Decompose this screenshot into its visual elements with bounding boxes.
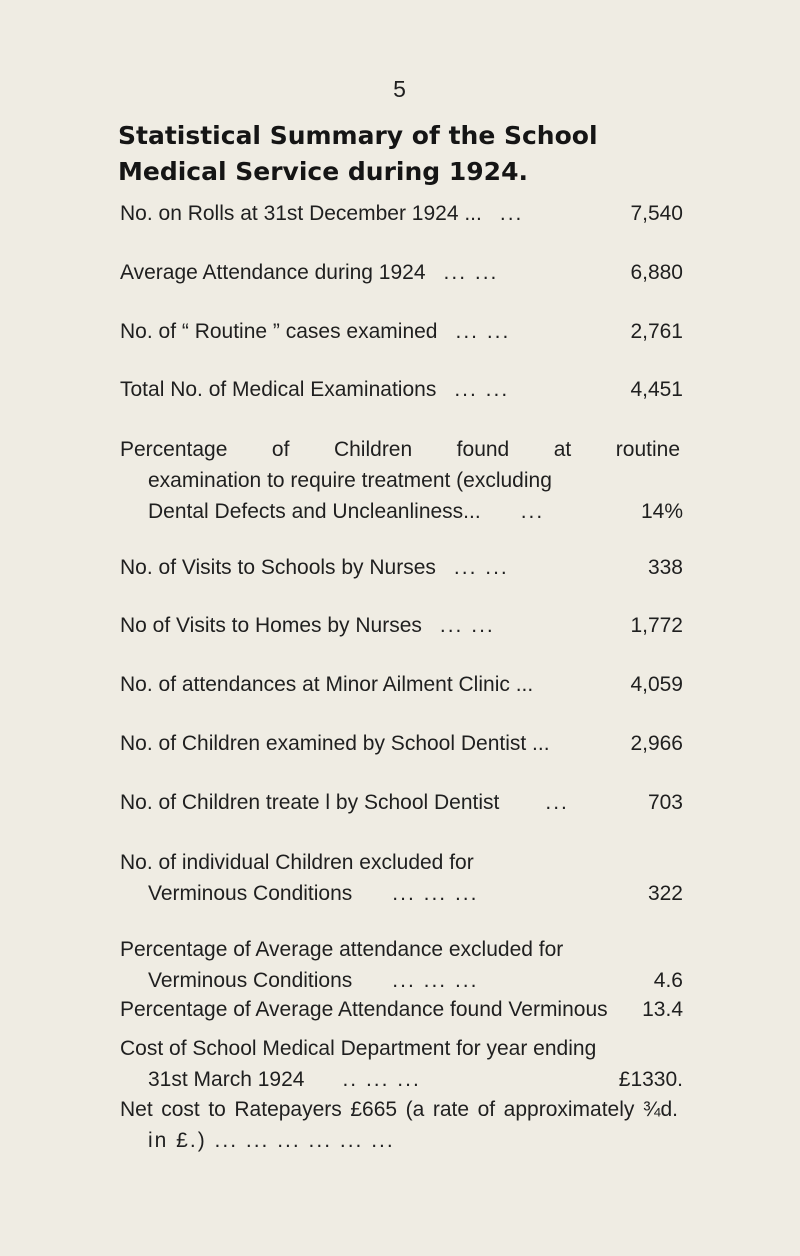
stat-row-dentist-treated — [120, 787, 683, 818]
stat-row-routine-cases — [120, 316, 683, 347]
stat-row-excluded-children — [120, 847, 683, 909]
stat-label: No of Visits to Homes by Nurses ... ... — [120, 614, 495, 637]
leader-dots: ... ... — [439, 614, 495, 637]
stat-value: 4,451 — [630, 378, 683, 401]
stat-value: 4,059 — [630, 673, 683, 696]
title-line-1: Statistical Summary of the School — [118, 121, 598, 150]
stat-label-line-2: Verminous Conditions ... ... ... — [148, 969, 479, 992]
leader-dots: ... ... — [454, 378, 510, 401]
stat-label-line-3: Dental Defects and Uncleanliness... ... — [148, 500, 545, 523]
stat-label-line-2: 31st March 1924 .. ... ... — [148, 1068, 421, 1091]
stat-label-line-1: Percentage of Children found at routine — [120, 438, 680, 461]
stat-row-on-rolls — [120, 198, 683, 229]
stat-row-average-attendance — [120, 257, 683, 288]
stat-label-line-1: Percentage of Average attendance excluded for — [120, 938, 564, 961]
leader-dots: .. ... ... — [342, 1068, 421, 1091]
leader-dots: ... — [520, 500, 545, 523]
page-number: 5 — [393, 76, 407, 102]
stat-value: 14% — [640, 500, 683, 523]
stat-value: 13.4 — [642, 998, 683, 1021]
stat-value: 1,772 — [630, 614, 683, 637]
leader-dots: ... ... ... — [392, 969, 479, 992]
leader-dots: ... ... — [455, 320, 511, 343]
stat-value: 703 — [647, 791, 683, 814]
stat-row-percentage-verminous — [120, 994, 683, 1025]
stat-label: No. of Children treate l by School Dentist ... — [120, 791, 569, 814]
stat-value: 2,761 — [630, 320, 683, 343]
stat-row-minor-ailment — [120, 669, 683, 700]
net-cost-line-1: Net cost to Ratepayers £665 (a rate of approximately ¾d. — [120, 1098, 678, 1121]
stat-value: 7,540 — [630, 202, 683, 225]
net-cost-line-2: in £.) ... ... ... ... ... ... — [148, 1129, 395, 1152]
stat-label: Total No. of Medical Examinations ... ... — [120, 378, 510, 401]
stat-label-line-2: Verminous Conditions ... ... ... — [148, 882, 479, 905]
page-title — [118, 118, 678, 190]
stat-value: £1330. — [618, 1068, 683, 1091]
stat-row-dentist-examined — [120, 728, 683, 759]
stat-label: No. of Children examined by School Dentist ... — [120, 732, 550, 755]
stat-value: 338 — [647, 556, 683, 579]
stat-label: No. of “ Routine ” cases examined ... ... — [120, 320, 511, 343]
stat-label-line-2: examination to require treatment (excluding — [148, 469, 552, 492]
leader-dots: ... ... — [453, 556, 509, 579]
stat-label: Percentage of Average Attendance found Verminous — [120, 998, 608, 1021]
stat-label-line-1: No. of individual Children excluded for — [120, 851, 474, 874]
stat-label-line-1: Cost of School Medical Department for year ending — [120, 1037, 597, 1060]
stat-label: No. of attendances at Minor Ailment Clinic ... — [120, 673, 534, 696]
stat-row-visits-homes — [120, 610, 683, 641]
stat-row-percentage-treatment — [120, 434, 683, 527]
stat-value: 4.6 — [653, 969, 683, 992]
stat-label: Average Attendance during 1924 ... ... — [120, 261, 499, 284]
net-cost-note — [120, 1094, 678, 1156]
stat-label: No. of Visits to Schools by Nurses ... ... — [120, 556, 509, 579]
leader-dots: ... — [499, 202, 524, 225]
stat-label: No. on Rolls at 31st December 1924 ... ... — [120, 202, 524, 225]
stat-value: 2,966 — [630, 732, 683, 755]
stat-value: 322 — [647, 882, 683, 905]
leader-dots: ... ... — [443, 261, 499, 284]
title-line-2: Medical Service during 1924. — [118, 157, 528, 186]
leader-dots: ... — [545, 791, 569, 814]
stat-row-percentage-excluded — [120, 934, 683, 996]
stat-row-visits-schools — [120, 552, 683, 583]
stat-row-department-cost — [120, 1033, 683, 1095]
leader-dots: ... ... ... — [392, 882, 479, 905]
stat-value: 6,880 — [630, 261, 683, 284]
stat-row-medical-examinations — [120, 374, 683, 405]
